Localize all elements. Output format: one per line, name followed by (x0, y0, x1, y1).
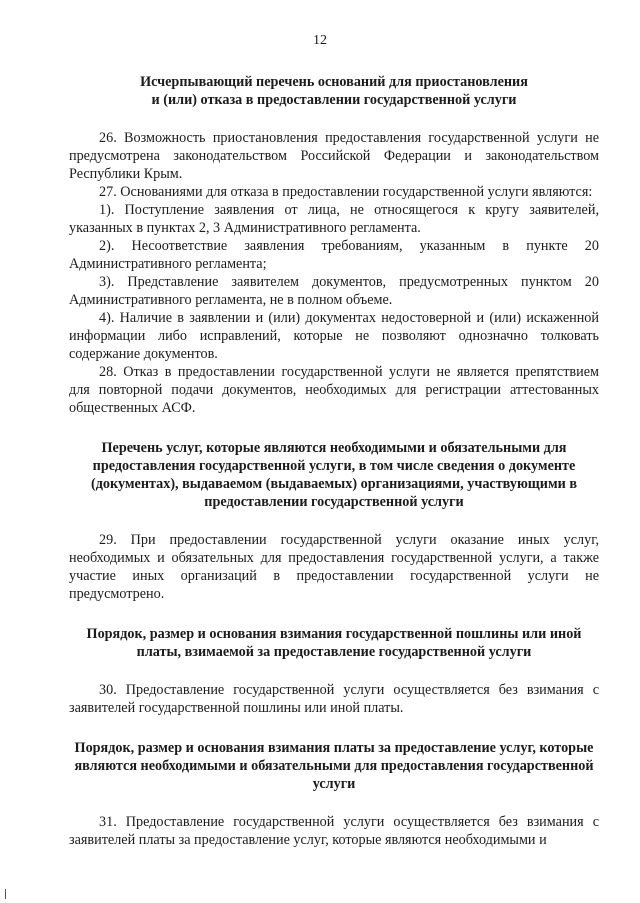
section-suspension-refusal (69, 73, 599, 417)
paragraph-29: 29. При предоставлении государственной услуги оказание иных услуг, необходимых и обязательных для предоставления государственной услуги, а также участие иных организаций в предоставлении государственной услуги не предусмотрено. (69, 532, 599, 602)
paragraph-27: 27. Основаниями для отказа в предоставлении государственной услуги являются: (99, 184, 593, 200)
paragraph-30: 30. Предоставление государственной услуги осуществляется без взимания с заявителей государственной пошлины или иной платы. (69, 682, 599, 716)
list-item-4: 4). Наличие в заявлении и (или) документах недостоверной и (или) искаженной информации либо исправлений, которые не позволяют однозначно толковать содержание документов. (69, 310, 599, 362)
section-heading: Перечень услуг, которые являются необходимыми и обязательными для предоставления государственной услуги, в том числе сведения о документе (документах), выдаваемом (выдаваемых) организациями, участвующими в предоставлении государственной услуги (90, 440, 577, 510)
section-required-services (69, 439, 599, 603)
section-heading: Порядок, размер и основания взимания платы за предоставление услуг, которые являются необходимыми и обязательными для предоставления государственной услуги (74, 740, 594, 792)
scan-edge-mark (5, 889, 6, 899)
section-heading: Порядок, размер и основания взимания государственной пошлины или иной платы, взимаемой за предоставление государственной услуги (86, 626, 582, 660)
document-body (69, 73, 599, 849)
page-number: 12 (313, 33, 327, 48)
section-state-fee (69, 625, 599, 717)
paragraph-31: 31. Предоставление государственной услуги осуществляется без взимания с заявителей платы за предоставление услуг, которые являются необходимыми и (69, 814, 599, 848)
list-item-3: 3). Представление заявителем документов, предусмотренных пунктом 20 Административного регламента, не в полном объеме. (69, 274, 599, 308)
paragraph-26: 26. Возможность приостановления предоставления государственной услуги не предусмотрена законодательством Российской Федерации и законодательством Республики Крым. (69, 130, 599, 182)
paragraph-28: 28. Отказ в предоставлении государственной услуги не является препятствием для повторной подачи документов, необходимых для регистрации аттестованных общественных АСФ. (69, 364, 599, 416)
list-item-1: 1). Поступление заявления от лица, не относящегося к кругу заявителей, указанных в пунктах 2, 3 Административного регламента. (69, 202, 599, 236)
list-item-2: 2). Несоответствие заявления требованиям, указанным в пункте 20 Административного регламента; (69, 238, 599, 272)
section-service-fee (69, 739, 599, 849)
section-heading: Исчерпывающий перечень оснований для приостановления и (или) отказа в предоставлении государственной услуги (140, 74, 528, 108)
